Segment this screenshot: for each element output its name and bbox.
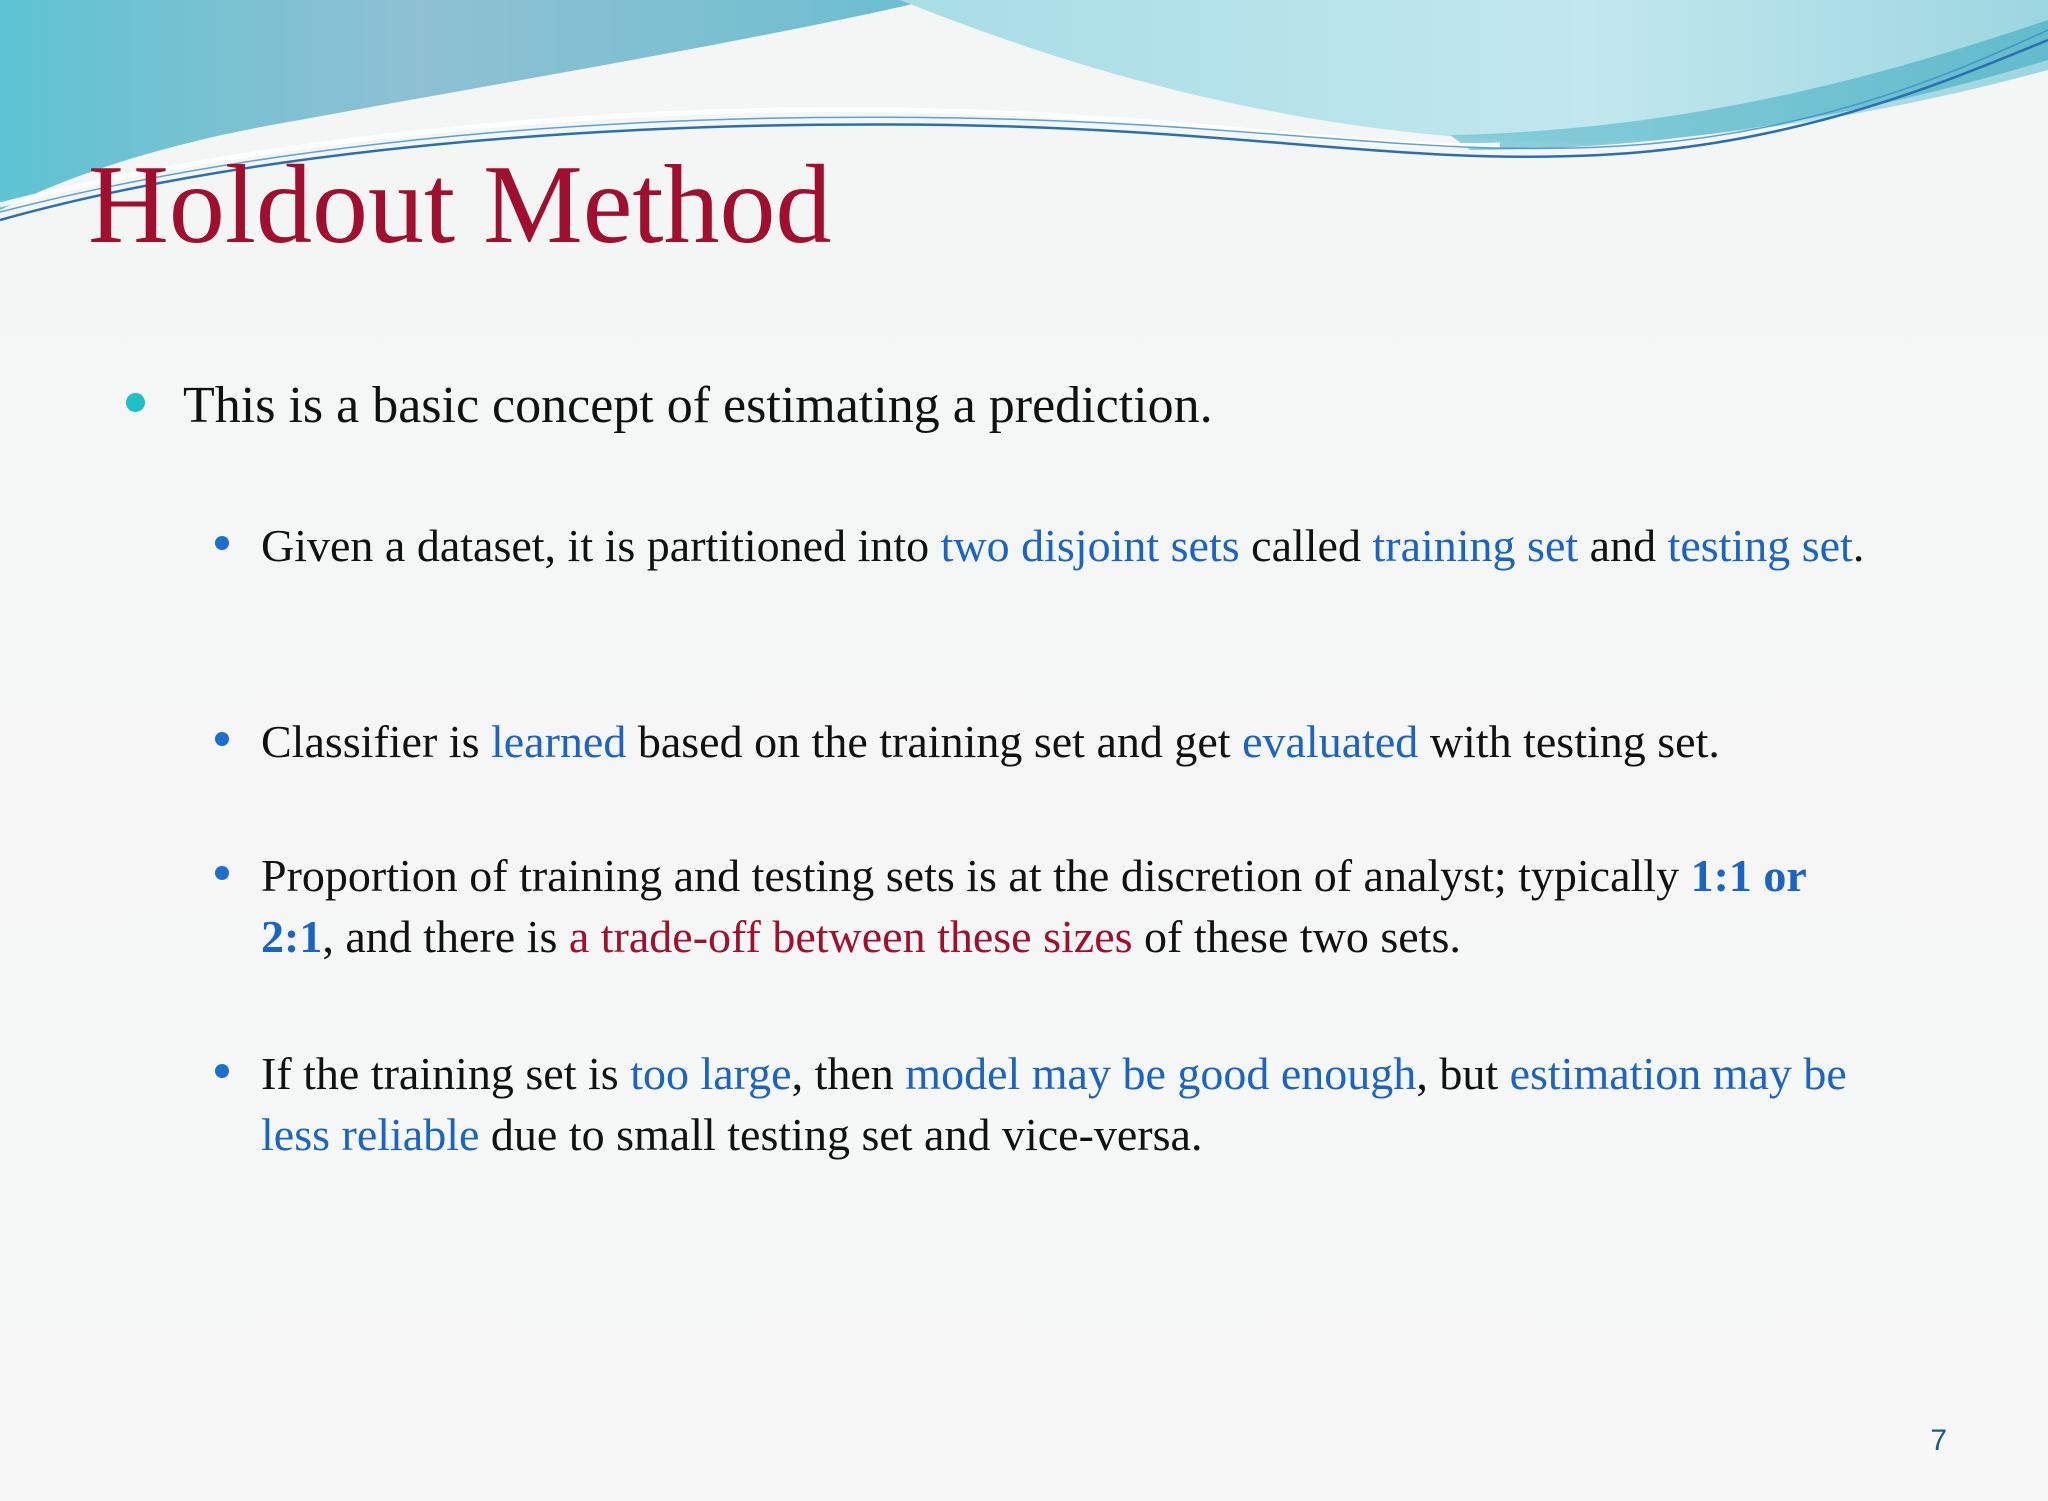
highlight-training-set: training set bbox=[1372, 520, 1579, 571]
bullet-dot-icon bbox=[215, 866, 229, 880]
page-number: 7 bbox=[1930, 1424, 1947, 1457]
bullet-text: If the training set is too large, then model may be good enough, but estimation may be less reliable due to small testing set and vice-versa. bbox=[261, 1048, 1847, 1160]
bullet-classifier bbox=[261, 711, 1881, 772]
bullet-main bbox=[183, 370, 1883, 442]
bullet-text: Classifier is learned based on the training set and get evaluated with testing set. bbox=[261, 716, 1720, 767]
highlight-model-good: model may be good enough bbox=[905, 1048, 1417, 1099]
highlight-learned: learned bbox=[490, 716, 627, 767]
slide-title: Holdout Method bbox=[88, 143, 832, 267]
highlight-ratio: 1:1 or 2:1 bbox=[261, 850, 1806, 962]
bullet-dot-icon bbox=[215, 536, 229, 550]
highlight-estimation-reliable: estimation may be less reliable bbox=[261, 1048, 1847, 1160]
bullet-text: Given a dataset, it is partitioned into two disjoint sets called training set and testing set. bbox=[261, 520, 1865, 571]
highlight-too-large: too large bbox=[630, 1048, 792, 1099]
bullet-training-size bbox=[261, 1043, 1881, 1165]
highlight-trade-off: a trade-off between these sizes bbox=[568, 911, 1133, 962]
bullet-dot-icon bbox=[126, 393, 145, 412]
bullet-dot-icon bbox=[215, 1064, 229, 1078]
bullet-dot-icon bbox=[215, 732, 229, 746]
bullet-proportion bbox=[261, 845, 1881, 967]
highlight-two-disjoint-sets: two disjoint sets bbox=[940, 520, 1240, 571]
bullet-main-text: This is a basic concept of estimating a prediction. bbox=[183, 377, 1213, 434]
highlight-evaluated: evaluated bbox=[1242, 716, 1419, 767]
bullet-dataset-partition bbox=[261, 515, 1881, 576]
highlight-testing-set: testing set bbox=[1667, 520, 1853, 571]
bullet-text: Proportion of training and testing sets is at the discretion of analyst; typically 1:1 or 2:1, and there is a trade-off between these sizes of these two sets. bbox=[261, 850, 1806, 962]
